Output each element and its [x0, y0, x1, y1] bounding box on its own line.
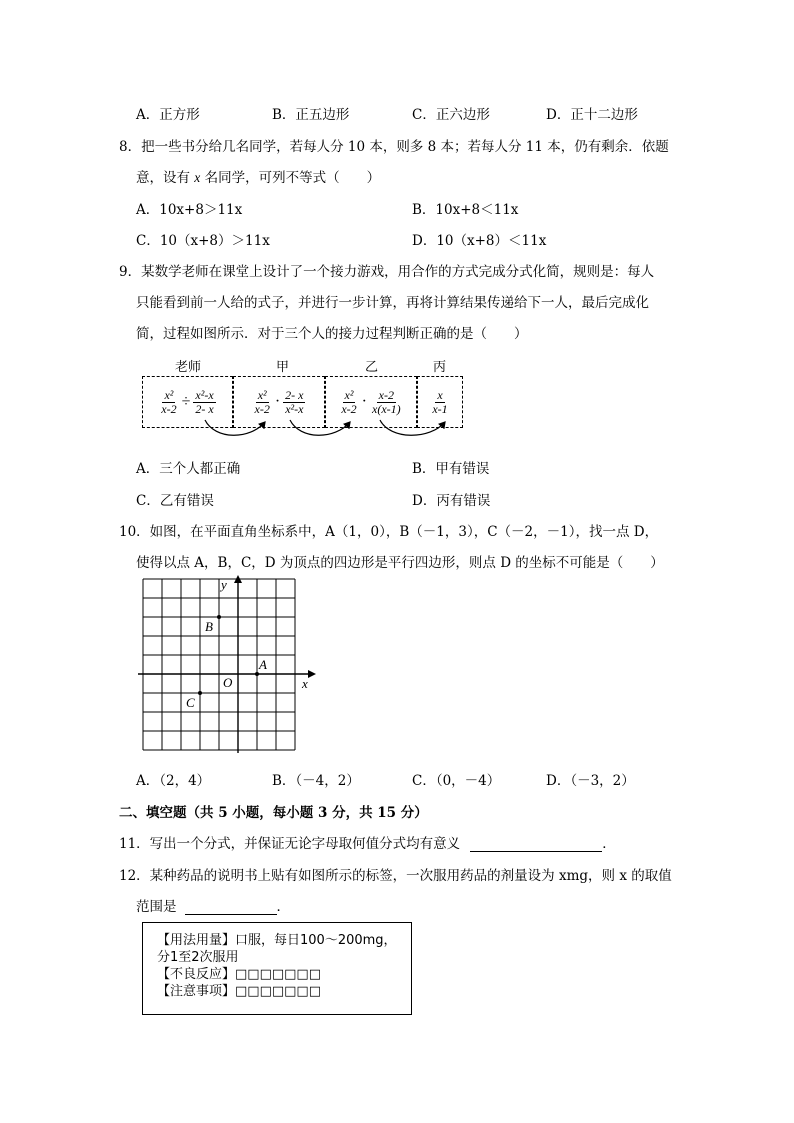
q8-stem-post: 名同学，可列不等式（ ） [200, 170, 381, 186]
q12-answer-blank[interactable] [185, 914, 277, 915]
point-c [198, 691, 202, 695]
divide-operator: ÷ [181, 393, 191, 410]
q8-option-d: D．10（x+8）＜11x [412, 233, 547, 249]
multiply-operator: · [274, 393, 281, 410]
q10-option-c: C．（0，－4） [412, 773, 501, 789]
point-label-b: B [205, 619, 213, 634]
fraction: $\frac{\text{x²}}{x-2}$ [161, 387, 177, 416]
arrow-yi-to-bing-icon [380, 420, 445, 435]
fraction: $\frac{\text{x²-x}}{2- x}$ [195, 387, 214, 416]
point-label-c: C [186, 695, 195, 710]
q11-stem [119, 832, 616, 852]
relay-header-jia: 甲 [276, 360, 290, 375]
arrow-jia-to-yi-icon [290, 420, 350, 435]
point-b [217, 615, 221, 619]
q9-option-c: C．乙有错误 [136, 493, 214, 509]
q9-stem-line3: 简，过程如图所示．对于三个人的接力过程判断正确的是（ ） [136, 326, 528, 342]
fraction: $\frac{x}{x-1}$ [432, 387, 448, 416]
fraction: $\frac{2- x}{\text{x²-x}}$ [285, 387, 304, 416]
q9-option-a: A．三个人都正确 [136, 461, 241, 477]
section-title: 二、填空题（共 5 小题，每小题 3 分，共 15 分） [119, 805, 428, 821]
q12-text: 范围是 [136, 899, 177, 915]
multiply-operator: · [361, 393, 367, 410]
x-axis-label: x [302, 676, 308, 691]
medicine-label [142, 922, 412, 1015]
q7-option-b: B．正五边形 [272, 107, 350, 123]
y-axis-label: y [221, 577, 227, 592]
q8-stem-line1: 8．把一些书分给几名同学，若每人分 10 本，则多 8 本；若每人分 11 本，仍有剩余．依题 [119, 139, 669, 155]
relay-header-yi: 乙 [365, 360, 379, 375]
label-line-dosage: 分1至2次服用 [157, 950, 239, 965]
label-line-precautions: 【注意事项】□□□□□□□ [157, 984, 321, 999]
q10-option-b: B．（－4，2） [272, 773, 360, 789]
x-axis-arrow-icon [308, 670, 316, 678]
q12-stem-line1: 12．某种药品的说明书上贴有如图所示的标签，一次服用药品的剂量设为 xmg，则 x 的取值 [119, 868, 672, 884]
point-label-a: A [259, 657, 267, 672]
relay-header-teacher: 老师 [175, 360, 202, 375]
q11-text: 11．写出一个分式，并保证无论字母取何值分式均有意义 [119, 836, 461, 852]
q11-end: ． [602, 836, 616, 852]
relay-arrows [195, 414, 455, 442]
q9-stem-line1: 9．某数学老师在课堂上设计了一个接力游戏，用合作的方式完成分式化简，规则是：每人 [119, 264, 655, 280]
arrow-teacher-to-jia-icon [205, 420, 265, 435]
q7-option-a: A．正方形 [136, 107, 200, 123]
q8-stem-line2 [136, 166, 380, 186]
q8-option-b: B．10x+8＜11x [412, 202, 519, 218]
label-line-side-effects: 【不良反应】□□□□□□□ [157, 967, 321, 982]
q8-variable: x [194, 170, 201, 185]
relay-header-bing: 丙 [433, 360, 447, 375]
fraction: $\frac{x-2}{x(x-1)}$ [372, 387, 401, 416]
fraction: $\frac{\text{x²}}{x-2}$ [341, 387, 357, 416]
q9-stem-line2: 只能看到前一人给的式子，并进行一步计算，再将计算结果传递给下一人，最后完成化 [136, 295, 649, 311]
point-a [255, 672, 259, 676]
q9-option-b: B．甲有错误 [412, 461, 490, 477]
fraction: $\frac{\text{x²}}{x-2}$ [254, 387, 270, 416]
q10-option-a: A．（2，4） [136, 773, 211, 789]
q10-stem-line1: 10．如图，在平面直角坐标系中，A（1，0），B（－1，3），C（－2，－1），找一点 D， [119, 524, 659, 540]
q7-option-c: C．正六边形 [412, 107, 490, 123]
q12-stem-line2 [136, 895, 290, 915]
q8-option-c: C．10（x+8）＞11x [136, 233, 270, 249]
q12-end: ． [276, 899, 290, 915]
origin-label: O [223, 675, 233, 690]
q7-option-d: D．正十二边形 [546, 107, 638, 123]
q8-stem-pre: 意，设有 [136, 170, 195, 186]
label-line-usage: 【用法用量】口服，每日100～200mg， [157, 933, 397, 948]
q9-option-d: D．丙有错误 [412, 493, 491, 509]
q10-stem-line2: 使得以点 A，B，C，D 为顶点的四边形是平行四边形，则点 D 的坐标不可能是（ ） [136, 555, 664, 571]
q11-answer-blank[interactable] [470, 851, 602, 852]
q8-option-a: A．10x+8＞11x [136, 202, 243, 218]
q10-option-d: D．（－3，2） [546, 773, 635, 789]
coordinate-grid [130, 575, 320, 760]
